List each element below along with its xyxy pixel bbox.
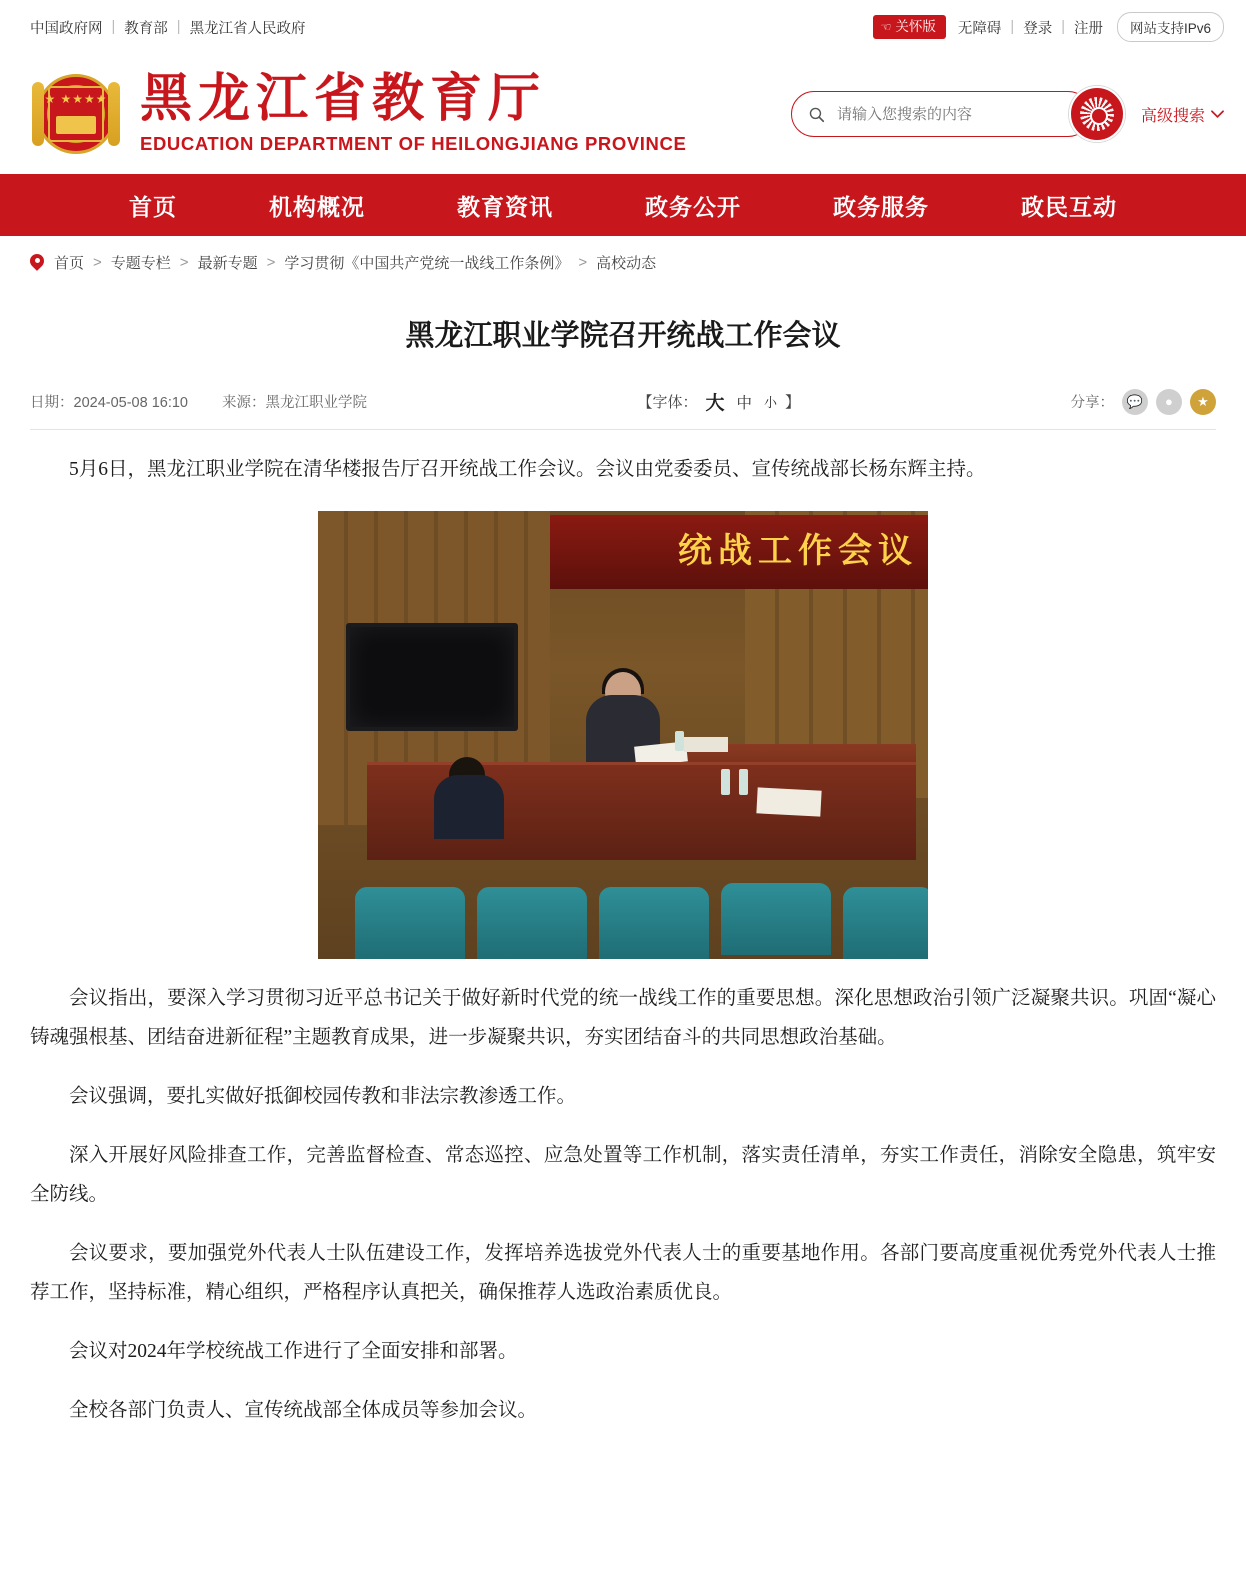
breadcrumb-item-3[interactable]: 学习贯彻《中国共产党统一战线工作条例》 <box>284 255 570 272</box>
share-label: 分享： <box>1070 395 1114 411</box>
main-nav <box>0 174 1246 236</box>
site-header <box>0 54 1246 174</box>
meta-left <box>30 391 367 412</box>
font-size-switcher <box>637 388 800 415</box>
ipv6-badge[interactable]: 网站支持IPv6 <box>1117 12 1224 42</box>
breadcrumb-separator: > <box>266 254 276 271</box>
care-version-label: 关怀版 <box>895 18 936 34</box>
search-input[interactable] <box>835 105 1074 124</box>
top-gov-links <box>30 17 306 38</box>
article <box>0 313 1246 1448</box>
nav-item-disclosure[interactable]: 政务公开 <box>645 193 741 220</box>
register-link[interactable]: 注册 <box>1073 20 1103 37</box>
article-paragraph: 会议要求，要加强党外代表人士队伍建设工作，发挥培养选拔党外代表人士的重要基地作用。各部门要高度重视优秀党外代表人士推荐工作，坚持标准，精心组织，严格程序认真把关，确保推荐人选政治素质优良。 <box>30 1243 1216 1303</box>
article-paragraph: 全校各部门负责人、宣传统战部全体成员等参加会议。 <box>69 1400 538 1421</box>
location-pin-icon <box>30 254 44 272</box>
top-utility-bar <box>0 0 1246 54</box>
breadcrumb-item-0[interactable]: 首页 <box>54 255 85 272</box>
divider: | <box>1010 19 1015 35</box>
article-paragraph: 会议对2024年学校统战工作进行了全面安排和部署。 <box>69 1341 518 1362</box>
share-area <box>1070 389 1216 415</box>
search-seal-icon[interactable] <box>1069 86 1125 142</box>
meeting-photo <box>318 511 928 959</box>
article-meta <box>30 388 1216 430</box>
site-title-zh: 黑龙江省教育厅 <box>140 70 547 128</box>
fontsize-small-button[interactable]: 小 <box>764 395 778 410</box>
article-date <box>30 391 188 412</box>
breadcrumb <box>0 236 1246 287</box>
article-paragraph: 会议指出，要深入学习贯彻习近平总书记关于做好新时代党的统一战线工作的重要思想。深化思想政治引领广泛凝聚共识。巩固“凝心铸魂强根基、团结奋进新征程”主题教育成果，进一步凝聚共识，夯实团结奋斗的共同思想政治基础。 <box>30 988 1216 1048</box>
login-link[interactable]: 登录 <box>1023 20 1053 37</box>
breadcrumb-separator: > <box>179 254 189 271</box>
nav-item-services[interactable]: 政务服务 <box>833 193 929 220</box>
site-brand[interactable] <box>30 68 686 160</box>
date-label: 日期： <box>30 395 74 411</box>
article-paragraph: 会议强调，要扎实做好抵御校园传教和非法宗教渗透工作。 <box>69 1086 577 1107</box>
advanced-search-label: 高级搜索 <box>1140 107 1205 125</box>
article-source <box>222 391 367 412</box>
breadcrumb-item-4[interactable]: 高校动态 <box>596 255 657 272</box>
article-paragraph: 深入开展好风险排查工作，完善监督检查、常态巡控、应急处置等工作机制，落实责任清单，夯实工作责任，消除安全隐患，筑牢安全防线。 <box>30 1145 1216 1205</box>
breadcrumb-separator: > <box>93 254 102 271</box>
source-value: 黑龙江职业学院 <box>265 395 367 411</box>
care-version-button[interactable] <box>873 15 946 39</box>
divider: | <box>111 19 116 35</box>
search-area <box>791 86 1224 142</box>
article-paragraph: 5月6日，黑龙江职业学院在清华楼报告厅召开统战工作会议。会议由党委委员、宣传统战部长杨东辉主持。 <box>69 459 986 480</box>
photo-banner-text: 统战工作会议 <box>678 533 918 570</box>
top-right-tools <box>873 12 1224 42</box>
link-moe[interactable]: 教育部 <box>124 20 168 37</box>
advanced-search-button[interactable] <box>1141 103 1224 126</box>
page-title: 黑龙江职业学院召开统战工作会议 <box>405 320 841 352</box>
accessibility-link[interactable]: 无障碍 <box>957 20 1002 37</box>
date-value: 2024-05-08 16:10 <box>73 395 188 411</box>
wechat-share-icon[interactable]: 💬 <box>1122 389 1148 415</box>
photo-banner <box>550 515 928 589</box>
article-figure <box>30 511 1216 959</box>
photo-display-screen <box>346 623 518 731</box>
search-box[interactable] <box>791 91 1091 137</box>
fontsize-large-button[interactable]: 大 <box>705 393 725 414</box>
link-gov-cn[interactable]: 中国政府网 <box>30 20 103 37</box>
nav-item-news[interactable]: 教育资讯 <box>457 193 553 220</box>
national-emblem-icon: ★ ★★★★ <box>30 68 122 160</box>
breadcrumb-item-2[interactable]: 最新专题 <box>197 255 258 272</box>
hand-icon: ☜ <box>880 19 892 34</box>
breadcrumb-separator: > <box>578 254 588 271</box>
fontsize-suffix: 】 <box>785 394 801 411</box>
fontsize-medium-button[interactable]: 中 <box>736 394 752 412</box>
site-title-en: EDUCATION DEPARTMENT OF HEILONGJIANG PROVINCE <box>140 133 687 155</box>
fontsize-prefix: 【字体： <box>637 394 698 411</box>
nav-item-home[interactable]: 首页 <box>129 193 177 220</box>
breadcrumb-item-1[interactable]: 专题专栏 <box>110 255 171 272</box>
nav-item-overview[interactable]: 机构概况 <box>269 193 365 220</box>
source-label: 来源： <box>222 395 266 411</box>
divider: | <box>176 19 181 35</box>
divider: | <box>1061 19 1065 35</box>
link-hlj-gov[interactable]: 黑龙江省人民政府 <box>189 20 306 37</box>
weibo-share-icon[interactable]: ● <box>1156 389 1182 415</box>
nav-item-interaction[interactable]: 政民互动 <box>1021 193 1117 220</box>
search-icon <box>808 105 825 124</box>
chevron-down-icon <box>1211 110 1224 119</box>
favorite-star-icon[interactable]: ★ <box>1190 389 1216 415</box>
